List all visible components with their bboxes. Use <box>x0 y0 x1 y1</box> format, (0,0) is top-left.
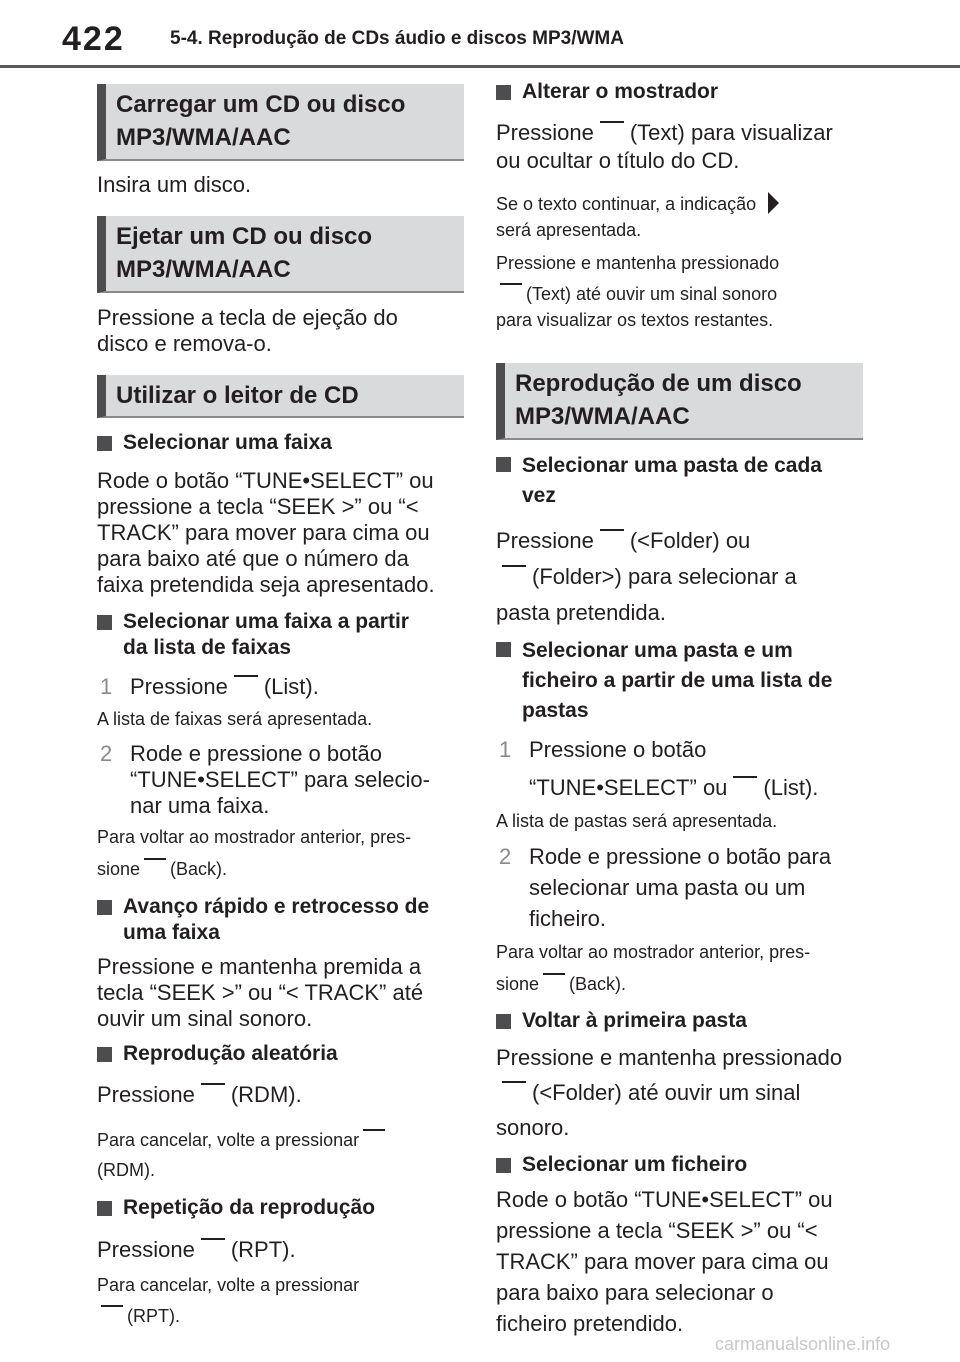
rpt-button-icon <box>201 1238 225 1247</box>
subheading-select-track: Selecionar uma faixa <box>97 430 332 456</box>
note-repeat-1: Para cancelar, volte a pressionar <box>97 1275 360 1295</box>
section-title: 5-4. Reprodução de CDs áudio e discos MP3/WMA <box>170 28 624 49</box>
paragraph-repeat: Pressione (RPT). <box>97 1237 296 1262</box>
page-number: 422 <box>62 20 125 58</box>
rdm-button-icon <box>201 1083 225 1092</box>
subheading-fast-forward: Avanço rápido e retrocesso de uma faixa <box>97 894 429 946</box>
paragraph-select-folder: Pressione (<Folder) ou (Folder>) para selecionar a pasta pretendida. <box>496 528 797 625</box>
back-button-icon <box>543 973 565 982</box>
heading-mp3-playback: Reprodução de um disco MP3/WMA/AAC <box>496 363 863 440</box>
bullet-square <box>97 615 112 630</box>
note-track-list: A lista de faixas será apresentada. <box>97 709 373 729</box>
bullet-square <box>97 900 112 915</box>
bullet-square <box>97 436 112 451</box>
note-folder-list: A lista de pastas será apresentada. <box>496 811 778 831</box>
bullet-square <box>97 1201 112 1216</box>
paragraph-random: Pressione (RDM). <box>97 1082 302 1107</box>
note-random-2: (RDM). <box>97 1160 155 1180</box>
header-rule <box>0 65 960 68</box>
paragraph-eject: Pressione a tecla de ejeção do disco e remova-o. <box>97 305 398 356</box>
note-text-3: Pressione e mantenha pressionado <box>496 253 780 273</box>
subheading-select-folder: Selecionar uma pasta de cada vez <box>496 451 822 511</box>
paragraph-select-file: Rode o botão “TUNE•SELECT” ou pressione a tecla “SEEK >” ou “< TRACK” para mover para cima ou para baixo para selecionar o ficheiro pretendido. <box>496 1187 833 1336</box>
step-2-select-track: 2 Rode e pressione o botão “TUNE•SELECT” para selecio- nar uma faixa. <box>100 741 430 818</box>
list-button-icon <box>234 675 258 684</box>
subheading-first-folder: Voltar à primeira pasta <box>496 1008 747 1034</box>
subheading-track-list: Selecionar uma faixa a partir da lista de faixas <box>97 609 409 661</box>
subheading-repeat: Repetição da reprodução <box>97 1195 375 1221</box>
heading-eject-disc: Ejetar um CD ou disco MP3/WMA/AAC <box>97 216 464 293</box>
subheading-select-file: Selecionar um ficheiro <box>496 1152 747 1178</box>
folder-prev-button-icon <box>600 529 624 538</box>
note-back-1: Para voltar ao mostrador anterior, pres- <box>97 827 412 847</box>
step-2-select-folder: 2 Rode e pressione o botão para selecionar uma pasta ou um ficheiro. <box>499 844 832 931</box>
bullet-square <box>496 642 511 657</box>
back-button-icon <box>144 858 166 867</box>
heading-load-disc: Carregar um CD ou disco MP3/WMA/AAC <box>97 84 464 161</box>
paragraph-first-folder: Pressione e mantenha pressionado (<Folder) até ouvir um sinal sonoro. <box>496 1045 843 1140</box>
bullet-square <box>496 1014 511 1029</box>
text-button-icon <box>600 121 624 130</box>
note-text-5: para visualizar os textos restantes. <box>496 310 774 330</box>
paragraph-select-track: Rode o botão “TUNE•SELECT” ou pressione a tecla “SEEK >” ou “< TRACK” para mover para cima ou para baixo até que o número da faixa pretendida seja apresentado. <box>97 468 435 597</box>
bullet-square <box>496 457 511 472</box>
subheading-folder-list: Selecionar uma pasta e um ficheiro a partir de uma lista de pastas <box>496 636 832 726</box>
bullet-square <box>496 1158 511 1173</box>
note-text-2: será apresentada. <box>496 220 642 240</box>
note-text-1: Se o texto continuar, a indicação <box>496 192 779 216</box>
rpt-button-icon <box>101 1305 123 1314</box>
paragraph-load: Insira um disco. <box>97 172 252 197</box>
subheading-random: Reprodução aleatória <box>97 1041 338 1067</box>
watermark: carmanualsonline.info <box>715 1334 891 1354</box>
folder-prev-button-icon <box>502 1081 526 1090</box>
step-1-folder-list: 1 Pressione o botão “TUNE•SELECT” ou (List). <box>499 737 819 800</box>
folder-next-button-icon <box>502 565 526 574</box>
bullet-square <box>97 1047 112 1062</box>
step-1-list: 1 Pressione (List). <box>100 674 319 699</box>
list-button-icon <box>733 776 757 785</box>
note-random-1: Para cancelar, volte a pressionar <box>97 1128 389 1152</box>
note-back-2: sione (Back). <box>97 859 228 879</box>
note-repeat-2: (RPT). <box>97 1304 180 1328</box>
text-button-icon <box>500 283 522 292</box>
note-text-4: (Text) até ouvir um sinal sonoro <box>496 282 777 306</box>
subheading-change-display: Alterar o mostrador <box>496 79 718 105</box>
continue-arrow-icon <box>768 192 779 214</box>
note-back-1: Para voltar ao mostrador anterior, pres- <box>496 942 811 962</box>
paragraph-fast-forward: Pressione e mantenha premida a tecla “SEEK >” ou “< TRACK” até ouvir um sinal sonoro. <box>97 954 424 1031</box>
rdm-button-icon <box>363 1129 385 1138</box>
note-back-2: sione (Back). <box>496 974 627 994</box>
bullet-square <box>496 85 511 100</box>
heading-use-cd-player: Utilizar o leitor de CD <box>97 375 464 418</box>
paragraph-change-display: Pressione (Text) para visualizar ou ocultar o título do CD. <box>496 120 833 173</box>
